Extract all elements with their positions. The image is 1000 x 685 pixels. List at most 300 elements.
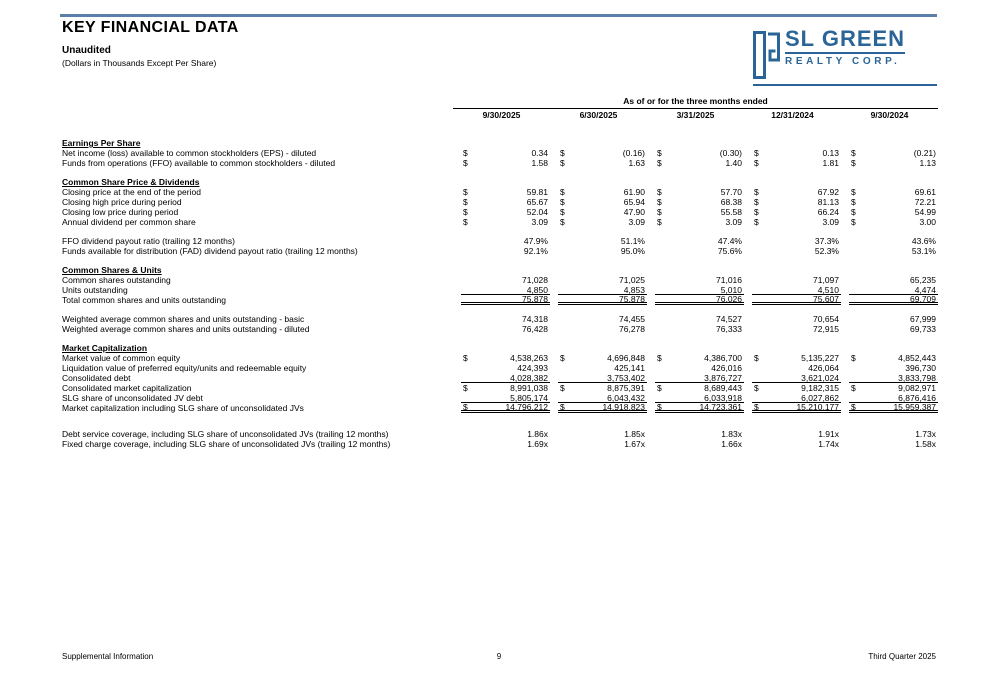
cell-value: 3.09	[822, 217, 839, 227]
data-cell	[558, 187, 647, 197]
data-cell	[558, 148, 647, 158]
section-heading: Market Capitalization	[62, 343, 148, 353]
data-cell	[655, 373, 744, 383]
data-cell	[655, 403, 744, 413]
table-row	[62, 373, 938, 383]
dollar-sign: $	[657, 197, 662, 207]
table-row	[62, 138, 938, 148]
data-cell	[558, 363, 647, 373]
cell-value: 1.91x	[818, 429, 839, 439]
data-cell	[849, 236, 938, 246]
data-cell	[655, 429, 744, 439]
data-cell	[849, 207, 938, 217]
data-cell	[558, 324, 647, 334]
dollar-sign: $	[754, 217, 759, 227]
data-cell	[655, 158, 744, 168]
cell-value: 8,875,391	[607, 383, 645, 393]
data-cell	[558, 439, 647, 449]
data-cell	[655, 246, 744, 256]
logo-name: SL GREEN	[785, 28, 905, 54]
table-row	[62, 217, 938, 227]
data-cell	[558, 275, 647, 285]
dollar-sign: $	[463, 207, 468, 217]
slgreen-building-icon	[753, 31, 780, 79]
data-cell	[558, 314, 647, 324]
cell-value: 69.61	[914, 187, 936, 197]
cell-value: 14,723,361	[699, 401, 742, 412]
dollar-sign: $	[657, 401, 662, 412]
column-header-date: 9/30/2025	[482, 110, 521, 120]
data-cell	[752, 148, 841, 158]
row-label: Weighted average common shares and units outstanding - diluted	[62, 324, 310, 334]
data-cell	[461, 236, 550, 246]
data-cell	[461, 383, 550, 393]
dates-row	[453, 109, 938, 122]
cell-value: 1.73x	[915, 429, 936, 439]
data-cell	[655, 439, 744, 449]
dollar-sign: $	[754, 148, 759, 158]
dollar-sign: $	[851, 148, 856, 158]
data-cell	[558, 373, 647, 383]
cell-value: 5,135,227	[801, 353, 839, 363]
dollar-sign: $	[851, 187, 856, 197]
data-cell	[461, 148, 550, 158]
footer-page-number: 9	[496, 652, 502, 661]
data-cell	[752, 429, 841, 439]
cell-value: 4,696,848	[607, 353, 645, 363]
cell-value: 8,689,443	[704, 383, 742, 393]
data-cell	[849, 324, 938, 334]
cell-value: 4,386,700	[704, 353, 742, 363]
data-cell	[849, 403, 938, 413]
cell-value: 37.3%	[814, 236, 839, 246]
cell-value: 3,876,727	[704, 372, 742, 383]
cell-value: 15,210,177	[796, 401, 839, 412]
cell-value: 5,805,174	[510, 392, 548, 403]
cell-value: 75.6%	[717, 246, 742, 256]
cell-value: 76,428	[522, 324, 548, 334]
subtitle-note: (Dollars in Thousands Except Per Share)	[62, 58, 217, 68]
row-spacer	[62, 227, 938, 236]
data-cell	[752, 324, 841, 334]
table-body	[62, 138, 938, 449]
cell-value: 67.92	[817, 187, 839, 197]
financial-table	[62, 96, 938, 449]
row-label: FFO dividend payout ratio (trailing 12 months)	[62, 236, 235, 246]
dollar-sign: $	[560, 383, 565, 393]
cell-value: (0.21)	[913, 148, 936, 158]
dollar-sign: $	[560, 197, 565, 207]
cell-value: 425,141	[614, 363, 645, 373]
row-label: Annual dividend per common share	[62, 217, 196, 227]
data-cell	[849, 187, 938, 197]
cell-value: 1.74x	[818, 439, 839, 449]
data-cell	[461, 217, 550, 227]
cell-value: 9,182,315	[801, 383, 839, 393]
table-row	[62, 439, 938, 449]
cell-value: 47.9%	[523, 236, 548, 246]
cell-value: 9,082,971	[898, 383, 936, 393]
row-label: Closing price at the end of the period	[62, 187, 201, 197]
data-cell	[752, 207, 841, 217]
data-cell	[752, 373, 841, 383]
cell-value: 4,538,263	[510, 353, 548, 363]
dollar-sign: $	[463, 217, 468, 227]
cell-value: 57.70	[720, 187, 742, 197]
dollar-sign: $	[560, 187, 565, 197]
data-cell	[461, 295, 550, 305]
cell-value: 4,474	[914, 284, 936, 295]
top-rule	[60, 14, 937, 17]
cell-value: 68.38	[720, 197, 742, 207]
data-cell	[558, 429, 647, 439]
cell-value: 75,878	[619, 293, 645, 304]
table-row	[62, 314, 938, 324]
table-row	[62, 285, 938, 295]
dollar-sign: $	[657, 158, 662, 168]
cell-value: 6,043,432	[607, 392, 645, 403]
page-title: KEY FINANCIAL DATA	[62, 19, 239, 36]
table-row	[62, 275, 938, 285]
data-cell	[849, 429, 938, 439]
table-row	[62, 246, 938, 256]
cell-value: 6,027,862	[801, 392, 839, 403]
data-cell	[752, 217, 841, 227]
cell-value: 1.58	[531, 158, 548, 168]
cell-value: 3.00	[919, 217, 936, 227]
data-cell	[461, 353, 550, 363]
cell-value: 75,607	[813, 293, 839, 304]
cell-value: 14,918,823	[602, 401, 645, 412]
cell-value: 66.24	[817, 207, 839, 217]
cell-value: 3.09	[725, 217, 742, 227]
dollar-sign: $	[560, 217, 565, 227]
row-label: Debt service coverage, including SLG share of unconsolidated JVs (trailing 12 months)	[62, 429, 389, 439]
data-cell	[849, 373, 938, 383]
data-cell	[752, 383, 841, 393]
data-cell	[461, 439, 550, 449]
cell-value: 4,853	[623, 284, 645, 295]
cell-value: 3.09	[531, 217, 548, 227]
data-cell	[849, 363, 938, 373]
dollar-sign: $	[657, 383, 662, 393]
data-cell	[461, 275, 550, 285]
cell-value: 6,876,416	[898, 392, 936, 403]
cell-value: 15,959,387	[893, 401, 936, 412]
dollar-sign: $	[463, 197, 468, 207]
dollar-sign: $	[754, 158, 759, 168]
cell-value: 75,878	[522, 293, 548, 304]
cell-value: 92.1%	[523, 246, 548, 256]
logo-subname: REALTY CORP.	[785, 56, 901, 67]
data-cell	[849, 295, 938, 305]
data-cell	[849, 353, 938, 363]
data-cell	[849, 158, 938, 168]
table-row	[62, 236, 938, 246]
row-label: SLG share of unconsolidated JV debt	[62, 393, 203, 403]
row-label: Funds available for distribution (FAD) dividend payout ratio (trailing 12 months)	[62, 246, 358, 256]
subtitle-unaudited: Unaudited	[62, 45, 111, 56]
dollar-sign: $	[851, 158, 856, 168]
data-cell	[849, 383, 938, 393]
dollar-sign: $	[851, 217, 856, 227]
data-cell	[558, 217, 647, 227]
dollar-sign: $	[754, 197, 759, 207]
cell-value: (0.30)	[719, 148, 742, 158]
data-cell	[655, 275, 744, 285]
data-cell	[558, 197, 647, 207]
section-heading: Common Share Price & Dividends	[62, 177, 200, 187]
data-cell	[461, 207, 550, 217]
cell-value: 1.66x	[721, 439, 742, 449]
dollar-sign: $	[463, 148, 468, 158]
data-cell	[461, 197, 550, 207]
table-caption: As of or for the three months ended	[453, 96, 938, 109]
data-cell	[849, 275, 938, 285]
dollar-sign: $	[851, 383, 856, 393]
cell-value: 74,527	[716, 314, 742, 324]
logo-text	[785, 28, 905, 67]
data-cell	[558, 246, 647, 256]
cell-value: 71,097	[813, 275, 839, 285]
cell-value: 71,028	[522, 275, 548, 285]
data-cell	[849, 314, 938, 324]
data-cell	[461, 373, 550, 383]
dollar-sign: $	[754, 207, 759, 217]
dollar-sign: $	[851, 401, 856, 412]
dollar-sign: $	[657, 207, 662, 217]
cell-value: 1.67x	[624, 439, 645, 449]
cell-value: 426,064	[808, 363, 839, 373]
table-row	[62, 403, 938, 413]
data-cell	[461, 403, 550, 413]
data-cell	[461, 246, 550, 256]
data-cell	[849, 217, 938, 227]
cell-value: 0.13	[822, 148, 839, 158]
cell-value: 0.34	[531, 148, 548, 158]
data-cell	[849, 148, 938, 158]
cell-value: 426,016	[711, 363, 742, 373]
cell-value: 1.86x	[527, 429, 548, 439]
cell-value: 51.1%	[620, 236, 645, 246]
footer-right: Third Quarter 2025	[868, 652, 936, 661]
row-label: Total common shares and units outstanding	[62, 295, 226, 305]
cell-value: 76,026	[716, 293, 742, 304]
data-cell	[752, 403, 841, 413]
cell-value: 71,016	[716, 275, 742, 285]
column-header-date: 3/31/2025	[676, 110, 715, 120]
footer-left: Supplemental Information	[62, 652, 154, 661]
row-label: Funds from operations (FFO) available to common stockholders - diluted	[62, 158, 336, 168]
cell-value: 59.81	[526, 187, 548, 197]
table-row	[62, 158, 938, 168]
dollar-sign: $	[463, 158, 468, 168]
cell-value: 1.85x	[624, 429, 645, 439]
data-cell	[752, 363, 841, 373]
dollar-sign: $	[657, 353, 662, 363]
dollar-sign: $	[463, 187, 468, 197]
cell-value: 65,235	[910, 275, 936, 285]
data-cell	[461, 324, 550, 334]
column-header-date: 9/30/2024	[870, 110, 909, 120]
dollar-sign: $	[754, 187, 759, 197]
data-cell	[461, 187, 550, 197]
dollar-sign: $	[560, 207, 565, 217]
data-cell	[655, 187, 744, 197]
dollar-sign: $	[754, 353, 759, 363]
row-label: Market capitalization including SLG share of unconsolidated JVs	[62, 403, 304, 413]
dollar-sign: $	[657, 187, 662, 197]
table-row	[62, 207, 938, 217]
head-gap	[62, 122, 938, 138]
cell-value: 65.67	[526, 197, 548, 207]
dollar-sign: $	[463, 353, 468, 363]
dollar-sign: $	[851, 207, 856, 217]
data-cell	[558, 383, 647, 393]
table-row	[62, 383, 938, 393]
cell-value: 53.1%	[911, 246, 936, 256]
cell-value: 43.6%	[911, 236, 936, 246]
row-label: Closing low price during period	[62, 207, 179, 217]
row-label: Market value of common equity	[62, 353, 181, 363]
cell-value: 69,709	[910, 293, 936, 304]
table-row	[62, 353, 938, 363]
table-row	[62, 429, 938, 439]
data-cell	[461, 363, 550, 373]
dollar-sign: $	[851, 353, 856, 363]
data-cell	[655, 197, 744, 207]
column-header-date: 12/31/2024	[771, 110, 814, 120]
cell-value: 3,833,798	[898, 372, 936, 383]
data-cell	[655, 217, 744, 227]
cell-value: 3,753,402	[607, 372, 645, 383]
data-cell	[752, 246, 841, 256]
data-cell	[655, 148, 744, 158]
cell-value: 1.63	[628, 158, 645, 168]
data-cell	[752, 187, 841, 197]
column-header-date: 6/30/2025	[579, 110, 618, 120]
data-cell	[752, 439, 841, 449]
cell-value: 8,991,038	[510, 383, 548, 393]
dollar-sign: $	[560, 158, 565, 168]
data-cell	[558, 353, 647, 363]
table-row	[62, 187, 938, 197]
data-cell	[558, 236, 647, 246]
dollar-sign: $	[754, 401, 759, 412]
section-heading: Earnings Per Share	[62, 138, 141, 148]
cell-value: 67,999	[910, 314, 936, 324]
cell-value: 4,510	[817, 284, 839, 295]
table-row	[62, 177, 938, 187]
data-cell	[849, 439, 938, 449]
cell-value: 1.13	[919, 158, 936, 168]
row-label: Consolidated market capitalization	[62, 383, 192, 393]
data-cell	[655, 353, 744, 363]
cell-value: 1.69x	[527, 439, 548, 449]
data-cell	[655, 236, 744, 246]
data-cell	[655, 207, 744, 217]
cell-value: 424,393	[517, 363, 548, 373]
row-spacer	[62, 413, 938, 429]
row-label: Net income (loss) available to common stockholders (EPS) - diluted	[62, 148, 317, 158]
data-cell	[752, 353, 841, 363]
section-heading: Common Shares & Units	[62, 265, 162, 275]
row-spacer	[62, 334, 938, 343]
cell-value: 1.81	[822, 158, 839, 168]
cell-value: 72,915	[813, 324, 839, 334]
cell-value: 3,621,024	[801, 372, 839, 383]
row-label: Liquidation value of preferred equity/units and redeemable equity	[62, 363, 307, 373]
dollar-sign: $	[560, 401, 565, 412]
data-cell	[655, 324, 744, 334]
data-cell	[461, 158, 550, 168]
dollar-sign: $	[657, 148, 662, 158]
table-row	[62, 295, 938, 305]
cell-value: 1.58x	[915, 439, 936, 449]
cell-value: 74,455	[619, 314, 645, 324]
table-row	[62, 324, 938, 334]
data-cell	[558, 158, 647, 168]
cell-value: 55.58	[720, 207, 742, 217]
cell-value: 95.0%	[620, 246, 645, 256]
data-cell	[752, 197, 841, 207]
row-spacer	[62, 168, 938, 177]
data-cell	[752, 314, 841, 324]
cell-value: 14,796,212	[505, 401, 548, 412]
cell-value: 74,318	[522, 314, 548, 324]
data-cell	[849, 197, 938, 207]
cell-value: 4,028,382	[510, 372, 548, 383]
row-label: Consolidated debt	[62, 373, 131, 383]
logo-rule	[753, 84, 937, 86]
cell-value: 47.90	[623, 207, 645, 217]
data-cell	[752, 158, 841, 168]
cell-value: 1.40	[725, 158, 742, 168]
data-cell	[461, 314, 550, 324]
cell-value: 81.13	[817, 197, 839, 207]
cell-value: 5,010	[720, 284, 742, 295]
row-spacer	[62, 305, 938, 314]
cell-value: 47.4%	[717, 236, 742, 246]
cell-value: 4,852,443	[898, 353, 936, 363]
dollar-sign: $	[657, 217, 662, 227]
row-label: Fixed charge coverage, including SLG share of unconsolidated JVs (trailing 12 months)	[62, 439, 391, 449]
cell-value: (0.16)	[622, 148, 645, 158]
data-cell	[558, 207, 647, 217]
data-cell	[655, 383, 744, 393]
dollar-sign: $	[560, 148, 565, 158]
cell-value: 54.99	[914, 207, 936, 217]
table-row	[62, 343, 938, 353]
table-row	[62, 197, 938, 207]
data-cell	[849, 246, 938, 256]
cell-value: 69,733	[910, 324, 936, 334]
cell-value: 6,033,918	[704, 392, 742, 403]
data-cell	[752, 295, 841, 305]
dollar-sign: $	[463, 401, 468, 412]
dollar-sign: $	[560, 353, 565, 363]
cell-value: 61.90	[623, 187, 645, 197]
data-cell	[461, 429, 550, 439]
dollar-sign: $	[463, 383, 468, 393]
data-cell	[558, 295, 647, 305]
cell-value: 4,850	[526, 284, 548, 295]
dollar-sign: $	[754, 383, 759, 393]
row-label: Closing high price during period	[62, 197, 182, 207]
company-logo	[753, 28, 937, 86]
row-spacer	[62, 256, 938, 265]
cell-value: 52.04	[526, 207, 548, 217]
